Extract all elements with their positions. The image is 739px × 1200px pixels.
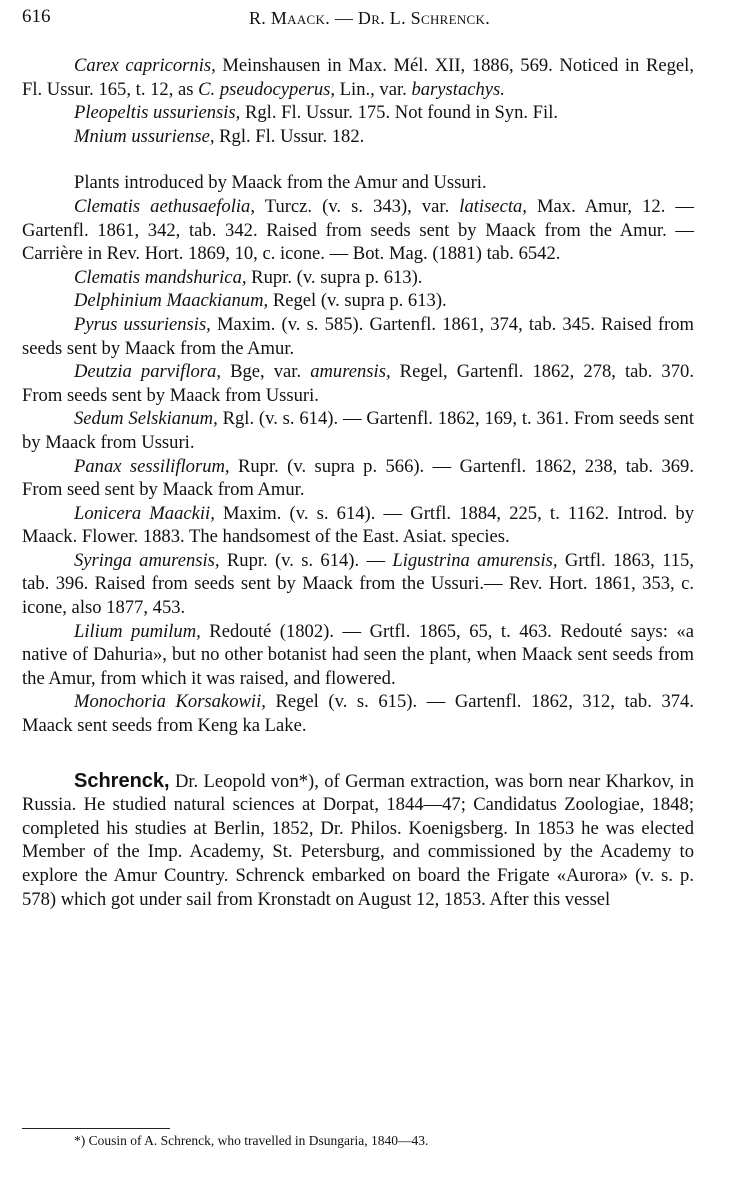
entry-text: Max. Amur, 12. — Gartenfl. 1861, 342, tab. 342. Raised from seeds sent by Maack from the Amur. — Carrière in Rev. Hort. 1869, 10, c. icone. — Bot. Mag. (1881) tab. 6542. [22, 195, 694, 265]
entry-text: Lin., var. [335, 78, 412, 100]
synonym-name: Ligustrina amurensis, [392, 549, 558, 571]
entry-lilium [22, 620, 694, 691]
running-head-schrenck: Dr. L. Schrenck. [357, 8, 491, 28]
entry-deutzia [22, 360, 694, 407]
species-name: Panax sessiliflorum, [74, 455, 230, 477]
entry-syringa [22, 549, 694, 620]
entry-text: Grtfl. 1863, 115, tab. 396. Raised from seeds sent by Maack from the Ussuri.— Rev. Hort. 1861, 353, c. icone, also 1877, 453. [22, 549, 694, 619]
entry-text: Maxim. (v. s. 614). — Grtfl. 1884, 225, t. 1162. Introd. by Maack. Flower. 1883. The handsomest of the East. Asiat. species. [22, 502, 695, 548]
biography-text: Dr. Leopold von*), of German extraction, was born near Kharkov, in Russia. He studied natural sciences at Dorpat, 1844—47; Candidatus Zoologiae, 1848; completed his studies at Berlin, 1852, Dr. Philos. Koenigsberg. In 1853 he was elected Member of the Imp. Academy, St. Petersburg, and commissioned by the Academy to explore the Amur Country. Schrenck embarked on board the Frigate «Aurora» (v. s. p. 578) which got under sail from Kronstadt on August 12, 1853. After this vessel [22, 770, 694, 910]
biography-paragraph [22, 770, 694, 912]
entry-text: Redouté (1802). — Grtfl. 1865, 65, t. 463. Redouté says: «a native of Dahuria», but no other botanist had seen the plant, when Maack sent seeds from the Amur, from which it was raised, and flowered. [22, 620, 694, 689]
page-body [22, 54, 694, 911]
species-name: Pyrus ussuriensis, [74, 313, 211, 335]
entry-text: Turcz. (v. s. 343), var. [255, 195, 460, 217]
species-name: Clematis mandshurica, [74, 266, 247, 288]
entry-text: Rgl. Fl. Ussur. 175. Not found in Syn. Fil. [240, 102, 559, 124]
species-name: Clematis aethusaefolia, [74, 195, 256, 217]
entry-lonicera [22, 502, 694, 549]
entry-clematis-aethusaefolia [22, 195, 694, 266]
spacer [22, 738, 694, 770]
species-name: Lilium pumilum, [74, 620, 201, 642]
species-name: Delphinium Maackianum, [74, 290, 269, 312]
entry-panax [22, 455, 694, 502]
species-name: Monochoria Korsakowii, [74, 691, 266, 713]
species-name: Deutzia parviflora, [74, 361, 221, 383]
entry-text: Bge, var. [220, 361, 311, 383]
page-number: 616 [22, 6, 51, 27]
entry-text: Rgl. (v. s. 614). — Gartenfl. 1862, 169, t. 361. From seeds sent by Maack from Ussuri. [22, 408, 694, 453]
species-name: C. pseudocyperus, [198, 78, 336, 100]
biography-name: Schrenck, [74, 769, 170, 792]
entry-text: Rupr. (v. supra p. 566). — Gartenfl. 1862, 238, tab. 369. From seed sent by Maack from Amur. [22, 455, 694, 501]
entry-carex [22, 54, 694, 101]
running-head-maack: R. Maack. [248, 8, 331, 28]
entry-text: Rupr. (v. s. 614). — [219, 549, 393, 571]
entry-delphinium [22, 289, 694, 313]
spacer [22, 148, 694, 171]
page-header [22, 6, 717, 36]
variety-name: latisecta, [459, 195, 527, 217]
entry-mnium [22, 125, 694, 149]
footnote-rule [22, 1128, 170, 1129]
footnote: *) Cousin of A. Schrenck, who travelled in Dsungaria, 1840—43. [74, 1133, 429, 1148]
species-name: Lonicera Maackii, [74, 502, 215, 524]
section-heading: Plants introduced by Maack from the Amur and Ussuri. [74, 172, 487, 194]
entry-pyrus [22, 313, 694, 360]
entry-text: Regel (v. supra p. 613). [268, 290, 447, 312]
entry-sedum [22, 407, 694, 454]
entry-text: Rupr. (v. supra p. 613). [246, 266, 423, 288]
entry-text: Rgl. Fl. Ussur. 182. [214, 125, 365, 147]
entry-monochoria [22, 690, 694, 737]
entry-text: Regel (v. s. 615). — Gartenfl. 1862, 312, tab. 374. Maack sent seeds from Keng ka Lake. [22, 691, 694, 737]
entry-text: Meinshausen in Max. Mél. XII, 1886, 569. Noticed in Regel, Fl. Ussur. 165, t. 12, as [22, 55, 694, 100]
entry-text: Maxim. (v. s. 585). Gartenfl. 1861, 374, tab. 345. Raised from seeds sent by Maack from the Amur. [22, 313, 694, 359]
running-head [22, 8, 717, 29]
entry-text: Regel, Gartenfl. 1862, 278, tab. 370. From seeds sent by Maack from Ussuri. [22, 361, 694, 406]
variety-name: barystachys. [411, 78, 505, 100]
running-head-separator: — [330, 8, 358, 28]
species-name: Pleopeltis ussuriensis, [74, 102, 241, 124]
entry-clematis-mandshurica [22, 266, 694, 290]
species-name: Carex capricornis, [74, 55, 216, 76]
species-name: Mnium ussuriense, [74, 125, 215, 147]
entry-pleopeltis [22, 101, 694, 125]
variety-name: amurensis, [310, 361, 391, 383]
species-name: Syringa amurensis, [74, 549, 220, 571]
species-name: Sedum Selskianum, [74, 408, 218, 430]
